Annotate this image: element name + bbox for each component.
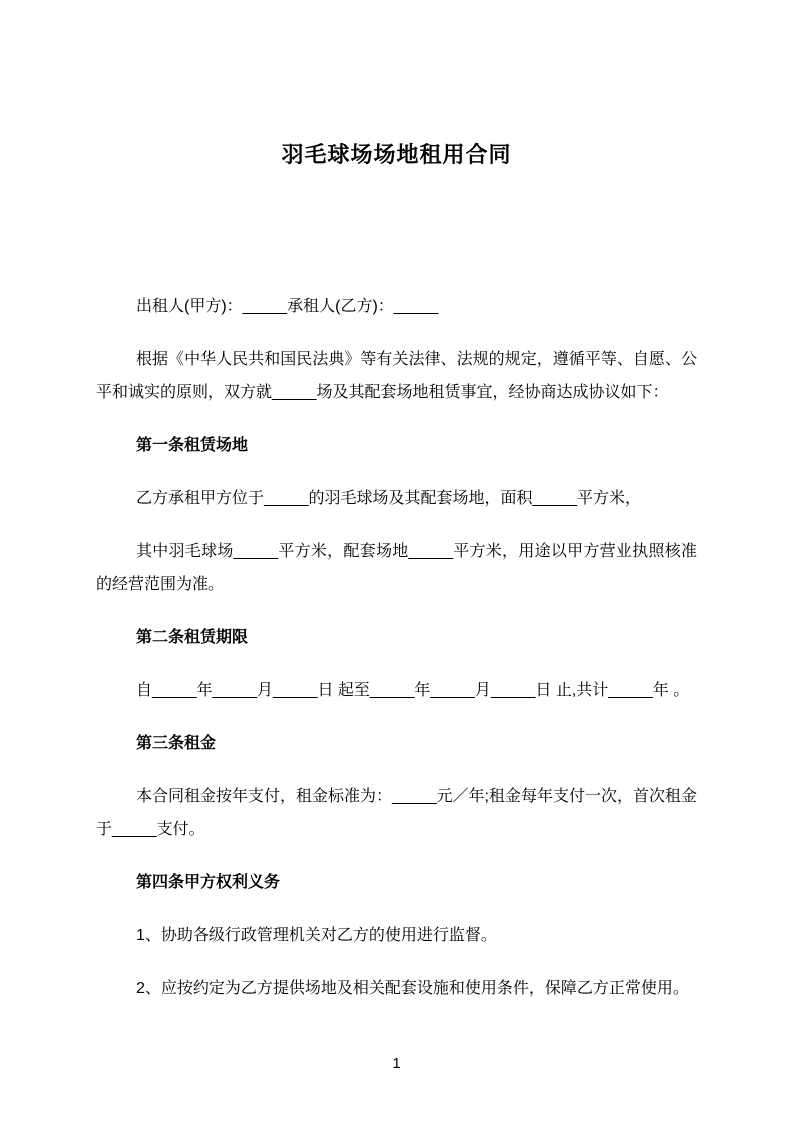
paragraph-article-3-rent-terms: 本合同租金按年支付，租金标准为：_____元／年;租金每年支付一次，首次租金于_____支付。 <box>96 788 697 838</box>
paragraph-article-4-item-1: 1、协助各级行政管理机关对乙方的使用进行监督。 <box>136 927 497 944</box>
document-title: 羽毛球场场地租用合同 <box>281 142 512 167</box>
page-number: 1 <box>392 1055 401 1072</box>
heading-article-2-lease-term: 第二条租赁期限 <box>136 629 249 646</box>
heading-article-1-leased-premises: 第一条租赁场地 <box>136 437 249 454</box>
paragraph-article-1-clause-2: 其中羽毛球场_____平方米，配套场地_____平方米，用途以甲方营业执照核准的经营范围为准。 <box>96 543 697 593</box>
paragraph-parties: 出租人(甲方)：_____承租人(乙方)：_____ <box>136 298 439 315</box>
heading-article-3-rent: 第三条租金 <box>136 735 217 752</box>
paragraph-article-1-clause-1: 乙方承租甲方位于_____的羽毛球场及其配套场地，面积_____平方米， <box>136 490 641 507</box>
paragraph-article-2-term-dates: 自_____年_____月_____日 起至_____年_____月_____日 止,共计_____年 。 <box>136 682 690 699</box>
document-body <box>96 290 697 1005</box>
paragraph-article-4-item-2: 2、应按约定为乙方提供场地及相关配套设施和使用条件，保障乙方正常使用。 <box>136 980 689 997</box>
heading-article-4-lessor-rights-obligations: 第四条甲方权利义务 <box>136 874 281 891</box>
paragraph-preamble: 根据《中华人民共和国民法典》等有关法律、法规的规定，遵循平等、自愿、公平和诚实的原则，双方就_____场及其配套场地租赁事宜，经协商达成协议如下： <box>96 351 697 401</box>
